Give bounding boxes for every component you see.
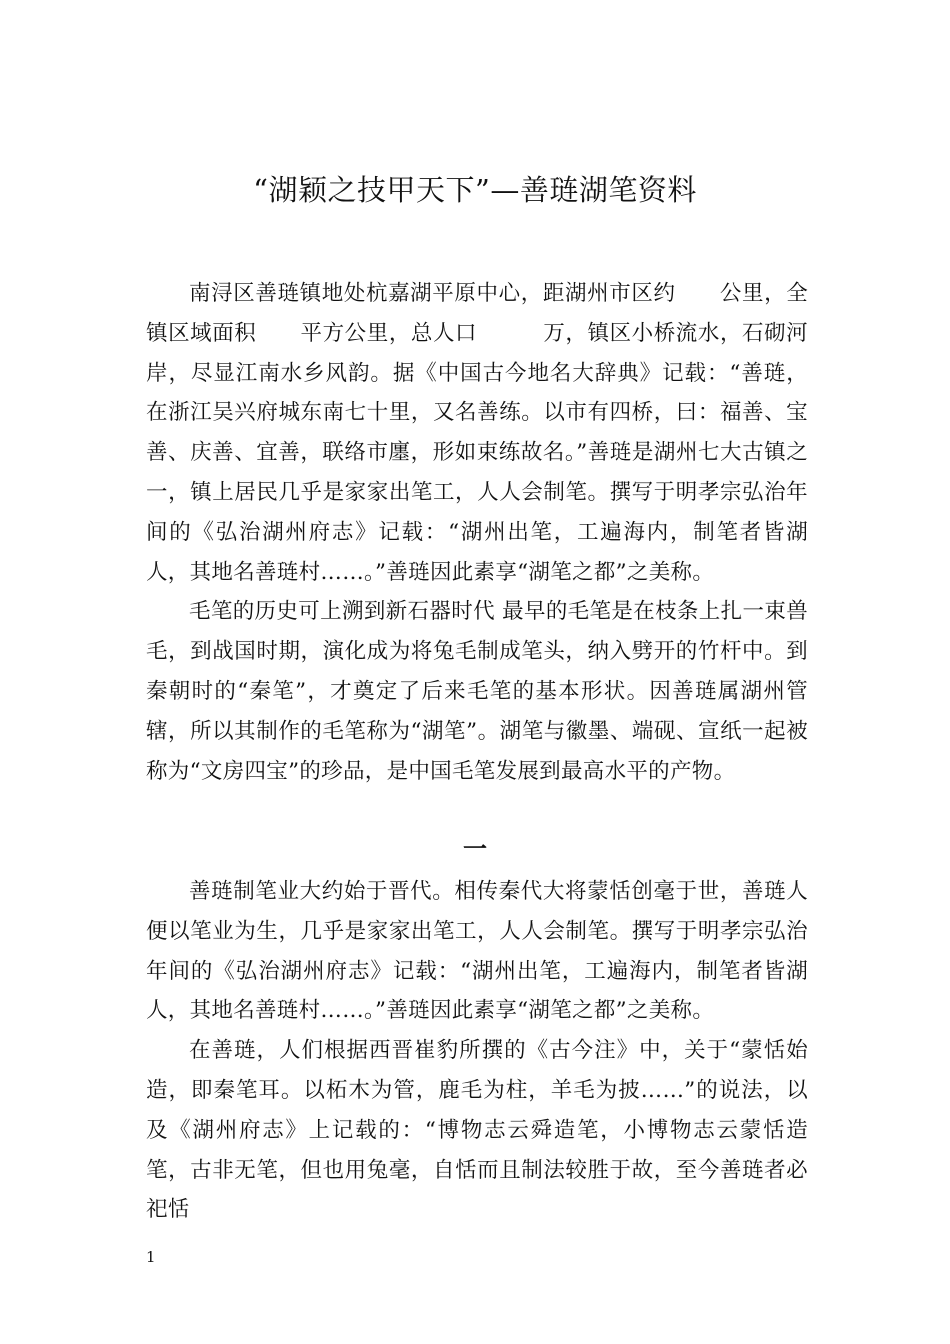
page-number: 1 [146,1248,156,1266]
paragraph: 南浔区善琏镇地处杭嘉湖平原中心，距湖州市区约 公里，全镇区域面积 平方公里，总人口 万，镇区小桥流水，石砌河岸，尽显江南水乡风韵。据《中国古今地名大辞典》记载：“善琏，在浙江吴兴府城东南七十里，又名善练。以市有四桥，曰：福善、宝善、庆善、宜善，联络市廛，形如束练故名。”善琏是湖州七大古镇之一，镇上居民几乎是家家出笔工，人人会制笔。撰写于明孝宗弘治年间的《弘治湖州府志》记载：“湖州出笔，工遍海内，制笔者皆湖人，其地名善琏村……。”善琏因此素享“湖笔之都”之美称。 [146,281,808,585]
section-2-body [146,872,808,1230]
section-1-body [146,274,808,791]
document-title: “湖颖之技甲天下”—善琏湖笔资料 [253,173,697,207]
paragraph: 善琏制笔业大约始于晋代。相传秦代大将蒙恬创毫于世，善琏人便以笔业为生，几乎是家家出笔工，人人会制笔。撰写于明孝宗弘治年间的《弘治湖州府志》记载：“湖州出笔，工遍海内，制笔者皆湖人，其地名善琏村……。”善琏因此素享“湖笔之都”之美称。 [146,879,808,1024]
paragraph: 毛笔的历史可上溯到新石器时代 最早的毛笔是在枝条上扎一束兽毛，到战国时期，演化成为将兔毛制成笔头，纳入劈开的竹杆中。到秦朝时的“秦笔”，才奠定了后来毛笔的基本形状。因善琏属湖州管辖，所以其制作的毛笔称为“湖笔”。湖笔与徽墨、端砚、宣纸一起被称为“文房四宝”的珍品，是中国毛笔发展到最高水平的产物。 [146,599,808,784]
paragraph: 在善琏，人们根据西晋崔豹所撰的《古今注》中，关于“蒙恬始造，即秦笔耳。以柘木为管，鹿毛为柱，羊毛为披……”的说法，以及《湖州府志》上记载的：“博物志云舜造笔，小博物志云蒙恬造笔，古非无笔，但也用兔毫，自恬而且制法较胜于故，至今善琏者必祀恬 [146,1038,808,1223]
section-heading-number: 一 [463,834,487,863]
